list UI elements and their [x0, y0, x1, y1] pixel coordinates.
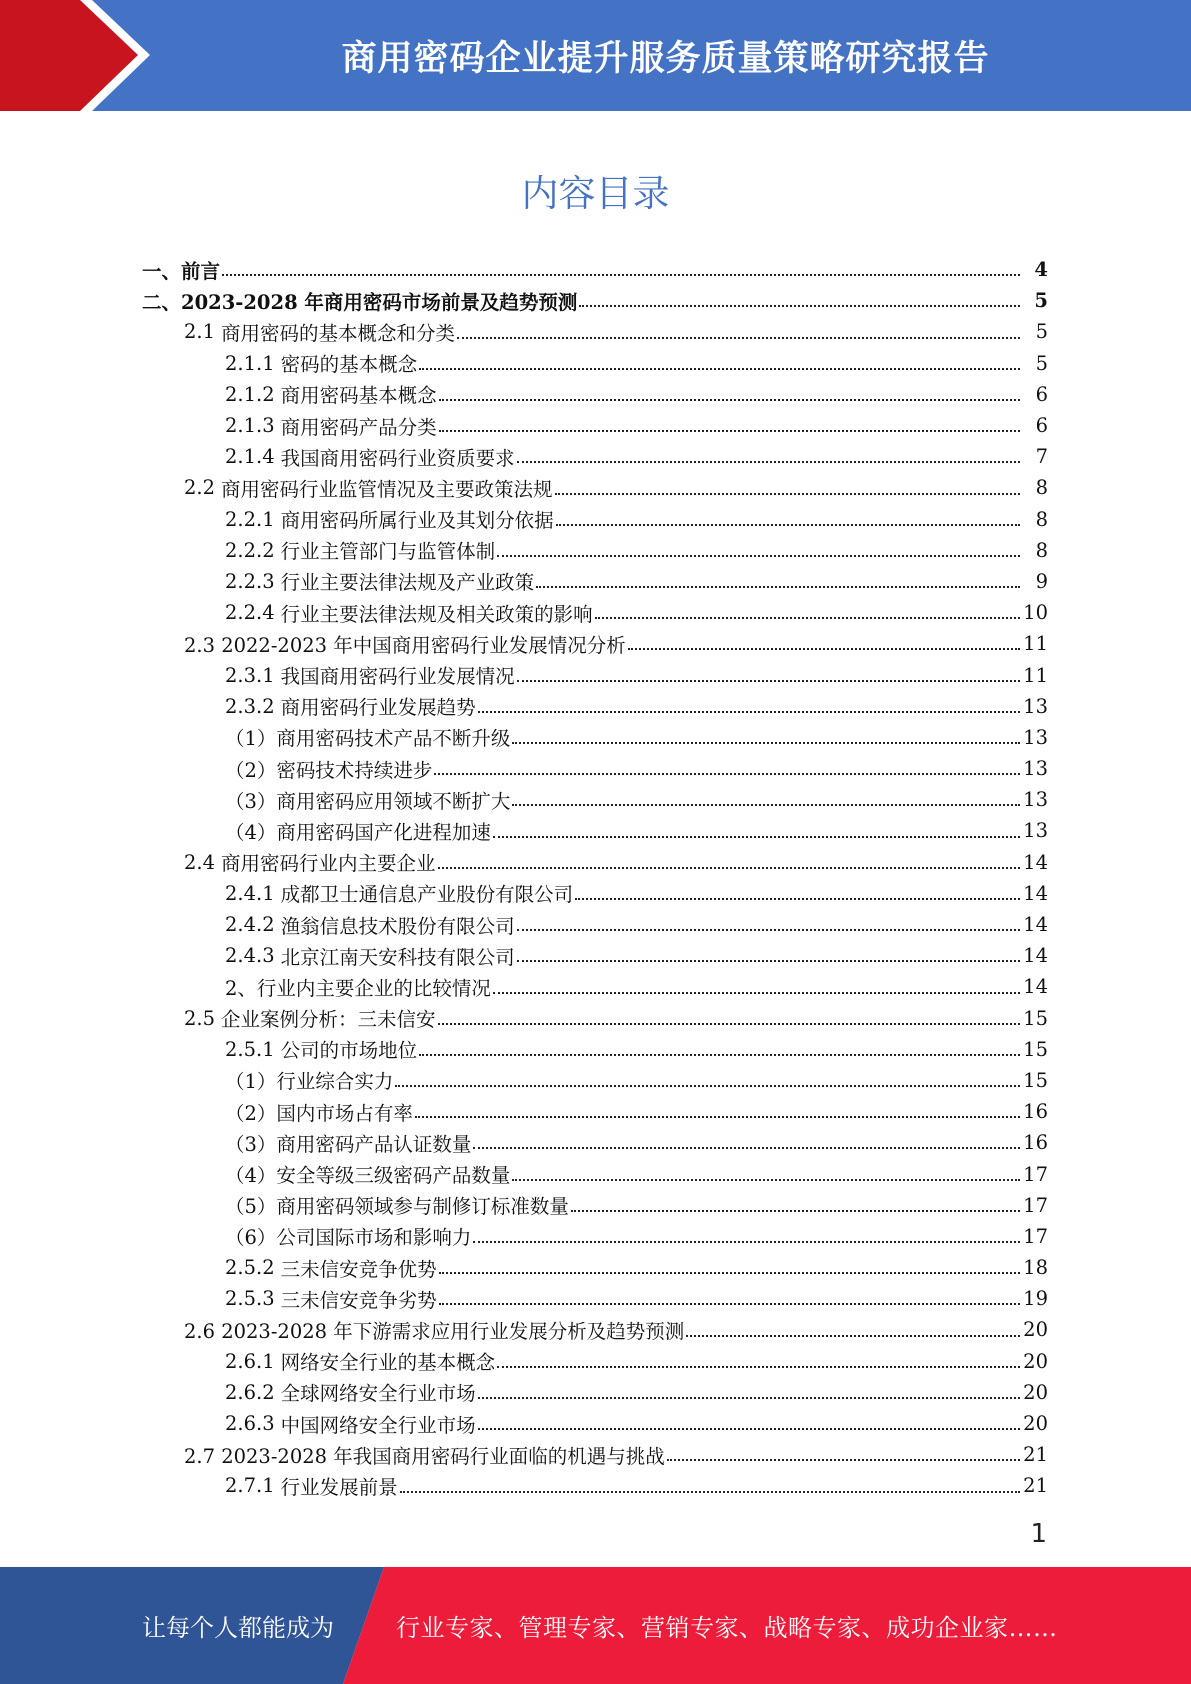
toc-entry[interactable]	[0, 504, 1191, 535]
toc-entry-number: 2.1.1	[225, 351, 275, 375]
toc-entry-label: 行业主要法律法规及相关政策的影响	[280, 602, 593, 626]
toc-entry-label: 全球网络安全行业市场	[280, 1382, 476, 1406]
toc-dot-leader	[517, 679, 1020, 682]
toc-entry-label: 商用密码基本概念	[280, 384, 437, 408]
toc-dot-leader	[512, 803, 1020, 806]
toc-entry-label: 一、前言	[142, 259, 221, 283]
toc-entry[interactable]	[0, 1439, 1191, 1470]
toc-entry-page: 10	[1023, 601, 1048, 625]
toc-dot-leader	[439, 1302, 1020, 1305]
toc-entry-number: 2.7.1	[225, 1474, 275, 1498]
toc-dot-leader	[439, 398, 1020, 401]
toc-entry-number: 2.1.3	[225, 414, 275, 438]
toc-entry-label: （4）商用密码国产化进程加速	[225, 820, 491, 844]
toc-entry[interactable]	[0, 535, 1191, 566]
toc-entry-number: 2.2	[184, 476, 216, 500]
toc-entry-number: 2.4.1	[225, 881, 275, 905]
toc-entry-page: 15	[1023, 1068, 1048, 1092]
toc-entry-label: 密码的基本概念	[280, 353, 418, 377]
toc-entry-number: 2.2.1	[225, 507, 275, 531]
toc-entry-label: 成都卫士通信息产业股份有限公司	[280, 883, 574, 907]
toc-entry-label: （1）行业综合实力	[225, 1070, 394, 1094]
toc-entry-label: 北京江南天安科技有限公司	[280, 945, 515, 969]
toc-entry-page: 15	[1023, 1006, 1048, 1030]
toc-entry-label: 渔翁信息技术股份有限公司	[280, 914, 515, 938]
toc-heading: 内容目录	[521, 172, 670, 215]
toc-entry[interactable]	[0, 348, 1191, 379]
toc-entry-page: 17	[1023, 1224, 1048, 1248]
toc-entry-page: 11	[1023, 663, 1048, 687]
toc-dot-leader	[512, 741, 1020, 744]
toc-entry-page: 9	[1035, 569, 1048, 593]
toc-dot-leader	[512, 1178, 1020, 1181]
toc-entry-page: 21	[1023, 1443, 1048, 1467]
toc-dot-leader	[497, 554, 1020, 557]
toc-entry-number: 2.3.2	[225, 694, 275, 718]
toc-list	[0, 254, 1191, 1502]
toc-entry[interactable]	[0, 753, 1191, 784]
toc-dot-leader	[579, 304, 1020, 307]
toc-entry[interactable]	[0, 1377, 1191, 1408]
toc-entry[interactable]	[0, 722, 1191, 753]
toc-entry-number: 2.5.2	[225, 1256, 275, 1280]
toc-entry-label: 商用密码的基本概念和分类	[221, 321, 456, 345]
toc-entry-page: 8	[1035, 476, 1048, 500]
toc-dot-leader	[439, 1271, 1020, 1274]
toc-dot-leader	[555, 492, 1020, 495]
toc-entry[interactable]	[0, 1314, 1191, 1345]
toc-dot-leader	[400, 1490, 1020, 1493]
toc-entry-number: 2.4.3	[225, 944, 275, 968]
toc-entry-page: 8	[1035, 507, 1048, 531]
toc-entry-page: 13	[1023, 788, 1048, 812]
report-title: 商用密码企业提升服务质量策略研究报告	[341, 38, 990, 79]
toc-entry[interactable]	[0, 691, 1191, 722]
toc-entry[interactable]	[0, 940, 1191, 971]
toc-entry[interactable]	[0, 566, 1191, 597]
footer-slogan-left: 让每个人都能成为	[142, 1614, 334, 1642]
toc-entry[interactable]	[0, 472, 1191, 503]
toc-dot-leader	[686, 1334, 1020, 1337]
toc-entry-label: 我国商用密码行业发展情况	[280, 665, 515, 689]
toc-entry-label: 2、行业内主要企业的比较情况	[225, 976, 491, 1000]
toc-dot-leader	[473, 1240, 1020, 1243]
toc-dot-leader	[419, 367, 1020, 370]
toc-entry-number: 2.5.3	[225, 1287, 275, 1311]
toc-entry-number: 2.4.2	[225, 913, 275, 937]
toc-entry-label: 商用密码行业监管情况及主要政策法规	[221, 477, 553, 501]
toc-entry-label: 我国商用密码行业资质要求	[280, 446, 515, 470]
toc-entry-page: 13	[1023, 725, 1048, 749]
header-banner	[0, 0, 1191, 111]
toc-dot-leader	[222, 273, 1020, 276]
toc-entry[interactable]	[0, 1158, 1191, 1189]
toc-dot-leader	[575, 897, 1020, 900]
toc-dot-leader	[667, 1458, 1020, 1461]
toc-entry-label: （2）国内市场占有率	[225, 1101, 413, 1125]
toc-dot-leader	[438, 866, 1020, 869]
toc-dot-leader	[493, 835, 1020, 838]
toc-entry[interactable]	[0, 597, 1191, 628]
toc-entry[interactable]	[0, 1127, 1191, 1158]
toc-entry-label: 公司的市场地位	[280, 1039, 418, 1063]
toc-entry[interactable]	[0, 1190, 1191, 1221]
toc-entry-page: 5	[1035, 351, 1048, 375]
toc-entry-label: 2.3 2022-2023 年中国商用密码行业发展情况分析	[184, 633, 626, 657]
toc-entry-page: 14	[1023, 881, 1048, 905]
toc-dot-leader	[517, 460, 1020, 463]
toc-entry-label: 2.7 2023-2028 年我国商用密码行业面临的机遇与挑战	[184, 1444, 665, 1468]
toc-entry-number: 2.6.1	[225, 1349, 275, 1373]
toc-entry[interactable]	[0, 815, 1191, 846]
toc-entry-page: 20	[1023, 1412, 1048, 1436]
footer-banner	[0, 1567, 1191, 1684]
toc-entry[interactable]	[0, 1221, 1191, 1252]
toc-entry-label: （2）密码技术持续进步	[225, 758, 433, 782]
toc-entry-label: （1）商用密码技术产品不断升级	[225, 727, 511, 751]
toc-entry-page: 14	[1023, 850, 1048, 874]
toc-entry-page: 14	[1023, 975, 1048, 999]
toc-entry-label: （3）商用密码产品认证数量	[225, 1132, 472, 1156]
toc-entry-page: 14	[1023, 913, 1048, 937]
toc-dot-leader	[571, 1209, 1020, 1212]
toc-entry[interactable]	[0, 1003, 1191, 1034]
toc-entry[interactable]	[0, 1252, 1191, 1283]
toc-entry[interactable]	[0, 316, 1191, 347]
toc-dot-leader	[415, 1115, 1020, 1118]
toc-dot-leader	[434, 772, 1020, 775]
toc-dot-leader	[595, 616, 1020, 619]
toc-entry-label: 商用密码产品分类	[280, 415, 437, 439]
toc-dot-leader	[457, 336, 1020, 339]
toc-entry-page: 14	[1023, 944, 1048, 968]
toc-entry-number: 2.6.2	[225, 1380, 275, 1404]
toc-entry[interactable]	[0, 285, 1191, 316]
toc-entry-page: 17	[1023, 1193, 1048, 1217]
toc-entry[interactable]	[0, 847, 1191, 878]
toc-entry-number: 2.2.3	[225, 569, 275, 593]
toc-entry-page: 18	[1023, 1256, 1048, 1280]
toc-entry[interactable]	[0, 909, 1191, 940]
toc-dot-leader	[493, 991, 1020, 994]
toc-entry-page: 5	[1035, 320, 1048, 344]
toc-entry-label: 中国网络安全行业市场	[280, 1413, 476, 1437]
toc-entry-page: 17	[1023, 1162, 1048, 1186]
toc-entry-page: 5	[1034, 289, 1048, 313]
toc-entry-number: 2.2.2	[225, 538, 275, 562]
toc-entry-page: 20	[1023, 1349, 1048, 1373]
toc-entry[interactable]	[0, 659, 1191, 690]
toc-entry-label: （4）安全等级三级密码产品数量	[225, 1164, 511, 1188]
toc-entry-label: 商用密码行业发展趋势	[280, 696, 476, 720]
toc-entry-label: 商用密码行业内主要企业	[221, 852, 436, 876]
toc-entry[interactable]	[0, 1346, 1191, 1377]
toc-entry-label: （5）商用密码领域参与制修订标准数量	[225, 1195, 569, 1219]
toc-entry-number: 2.1.2	[225, 382, 275, 406]
toc-entry-page: 11	[1023, 632, 1048, 656]
toc-entry-number: 2.3.1	[225, 663, 275, 687]
toc-entry-page: 7	[1035, 445, 1048, 469]
toc-entry-label: 企业案例分析：三未信安	[221, 1008, 436, 1032]
toc-entry-label: 网络安全行业的基本概念	[280, 1351, 496, 1375]
toc-entry[interactable]	[0, 410, 1191, 441]
toc-dot-leader	[628, 647, 1020, 650]
toc-entry-label: 二、2023-2028 年商用密码市场前景及趋势预测	[142, 290, 578, 314]
toc-entry[interactable]	[0, 1096, 1191, 1127]
toc-entry[interactable]	[0, 379, 1191, 410]
toc-entry-number: 2.5	[184, 1006, 216, 1030]
toc-entry-page: 21	[1023, 1474, 1048, 1498]
footer-slogan-right: 行业专家、管理专家、营销专家、战略专家、成功企业家……	[396, 1614, 1058, 1642]
toc-entry-number: 2.6.3	[225, 1412, 275, 1436]
toc-entry-page: 6	[1035, 382, 1048, 406]
toc-entry-label: 三未信安竞争劣势	[280, 1288, 437, 1312]
toc-dot-leader	[395, 1084, 1020, 1087]
toc-entry[interactable]	[0, 878, 1191, 909]
toc-entry[interactable]	[0, 628, 1191, 659]
toc-dot-leader	[478, 710, 1020, 713]
toc-entry[interactable]	[0, 971, 1191, 1002]
toc-entry[interactable]	[0, 441, 1191, 472]
toc-entry-page: 13	[1023, 757, 1048, 781]
toc-entry-label: （6）公司国际市场和影响力	[225, 1226, 472, 1250]
toc-dot-leader	[517, 928, 1020, 931]
toc-entry-page: 13	[1023, 819, 1048, 843]
toc-entry[interactable]	[0, 1283, 1191, 1314]
toc-entry-number: 2.4	[184, 850, 216, 874]
toc-entry-number: 2.2.4	[225, 601, 275, 625]
toc-entry-number: 2.5.1	[225, 1037, 275, 1061]
toc-dot-leader	[497, 1365, 1020, 1368]
toc-entry-label: 2.6 2023-2028 年下游需求应用行业发展分析及趋势预测	[184, 1319, 685, 1343]
toc-dot-leader	[478, 1427, 1020, 1430]
toc-entry-label: 行业主要法律法规及产业政策	[280, 571, 535, 595]
toc-entry-page: 4	[1034, 258, 1048, 282]
toc-entry-page: 8	[1035, 538, 1048, 562]
toc-dot-leader	[536, 585, 1020, 588]
toc-entry[interactable]	[0, 1034, 1191, 1065]
toc-dot-leader	[439, 429, 1020, 432]
toc-entry-number: 2.1	[184, 320, 216, 344]
toc-entry-page: 19	[1023, 1287, 1048, 1311]
toc-entry-label: 行业发展前景	[280, 1475, 398, 1499]
toc-dot-leader	[556, 523, 1020, 526]
toc-entry-page: 16	[1023, 1131, 1048, 1155]
toc-entry-page: 16	[1023, 1100, 1048, 1124]
toc-dot-leader	[419, 1053, 1020, 1056]
toc-entry-label: （3）商用密码应用领域不断扩大	[225, 789, 511, 813]
toc-entry[interactable]	[0, 1065, 1191, 1096]
toc-entry-label: 行业主管部门与监管体制	[280, 540, 496, 564]
toc-dot-leader	[478, 1396, 1020, 1399]
toc-entry[interactable]	[0, 784, 1191, 815]
toc-dot-leader	[438, 1022, 1020, 1025]
toc-entry-page: 15	[1023, 1037, 1048, 1061]
page-number: 1	[1030, 1519, 1047, 1549]
toc-entry-label: 商用密码所属行业及其划分依据	[280, 509, 554, 533]
toc-entry-page: 20	[1023, 1380, 1048, 1404]
toc-entry-page: 20	[1023, 1318, 1048, 1342]
toc-entry[interactable]	[0, 254, 1191, 285]
toc-dot-leader	[517, 959, 1020, 962]
toc-entry[interactable]	[0, 1408, 1191, 1439]
toc-entry-page: 13	[1023, 694, 1048, 718]
toc-entry[interactable]	[0, 1470, 1191, 1501]
toc-entry-page: 6	[1035, 414, 1048, 438]
toc-dot-leader	[473, 1146, 1020, 1149]
toc-entry-number: 2.1.4	[225, 445, 275, 469]
toc-entry-label: 三未信安竞争优势	[280, 1257, 437, 1281]
